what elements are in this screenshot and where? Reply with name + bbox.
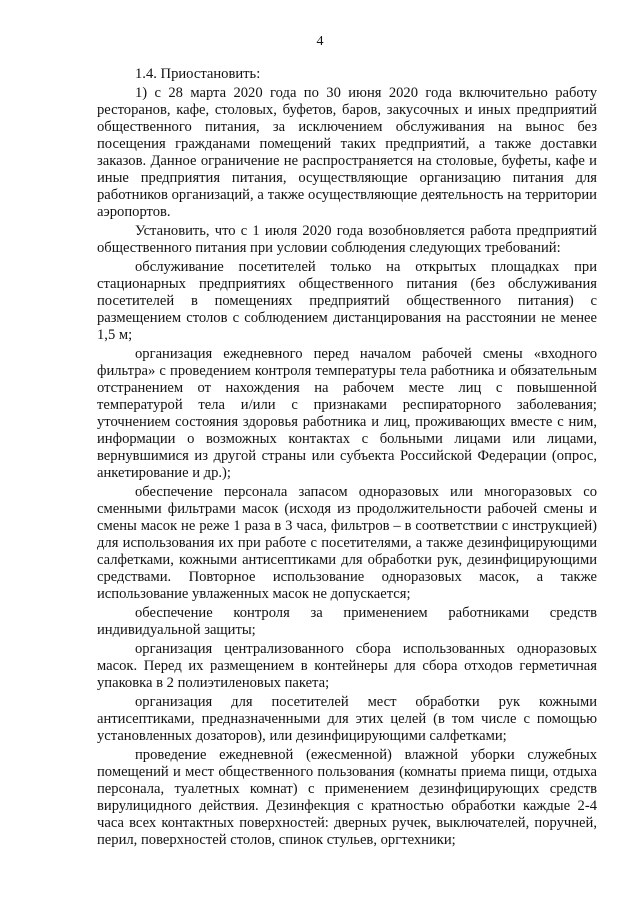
paragraph: Установить, что с 1 июля 2020 года возобновляется работа предприятий общественного питания при условии соблюдения следующих требований: — [97, 223, 597, 256]
requirement-item: организация централизованного сбора использованных одноразовых масок. Перед их размещением в контейнеры для сбора отходов герметичная упаковка в 2 полиэтиленовых пакета; — [97, 641, 597, 691]
page-number: 4 — [316, 34, 324, 49]
requirement-item: проведение ежедневной (ежесменной) влажной уборки служебных помещений и мест общественного пользования (комнаты приема пищи, отдыха персонала, туалетных комнат) с применением дезинфицирующих средств вирулицидного действия. Дезинфекция с кратностью обработки каждые 2-4 часа всех контактных поверхностей: дверных ручек, выключателей, поручней, перил, поверхностей столов, спинок стульев, оргтехники; — [97, 747, 597, 848]
paragraph: 1) с 28 марта 2020 года по 30 июня 2020 года включительно работу ресторанов, кафе, столовых, буфетов, баров, закусочных и иных предприятий общественного питания, за исключением обслуживания на вынос без посещения гражданами помещений таких предприятий, а также доставки заказов. Данное ограничение не распространяется на столовые, буфеты, кафе и иные предприятия питания, осуществляющие организацию питания для работников организаций, а также осуществляющие деятельность на территории аэропортов. — [97, 85, 597, 220]
requirement-item: организация ежедневного перед началом рабочей смены «входного фильтра» с проведением контроля температуры тела работника и обязательным отстранением от нахождения на рабочем месте лиц с повышенной температурой тела и/или с признаками респираторного заболевания; уточнением состояния здоровья работника и лиц, проживающих вместе с ним, информации о возможных контактах с больными лицами или лицами, вернувшимися из другой страны или субъекта Российской Федерации (опрос, анкетирование и др.); — [97, 346, 597, 481]
document-body — [97, 66, 597, 851]
section-heading: 1.4. Приостановить: — [135, 66, 261, 82]
requirement-item: организация для посетителей мест обработки рук кожными антисептиками, предназначенными для этих целей (в том числе с помощью установленных дозаторов), или дезинфицирующими салфетками; — [97, 694, 597, 744]
requirement-item: обеспечение персонала запасом одноразовых или многоразовых со сменными фильтрами масок (исходя из продолжительности рабочей смены и смены масок не реже 1 раза в 3 часа, фильтров – в соответствии с инструкцией) для использования их при работе с посетителями, а также дезинфицирующими салфетками, кожными антисептиками для обработки рук, дезинфицирующими средствами. Повторное использование одноразовых масок, а также использование увлаженных масок не допускается; — [97, 484, 597, 602]
requirement-item: обслуживание посетителей только на открытых площадках при стационарных предприятиях общественного питания (без обслуживания посетителей в помещениях предприятий общественного питания) с размещением столов с соблюдением дистанцирования на расстоянии не менее 1,5 м; — [97, 259, 597, 343]
requirement-item: обеспечение контроля за применением работниками средств индивидуальной защиты; — [97, 605, 597, 638]
